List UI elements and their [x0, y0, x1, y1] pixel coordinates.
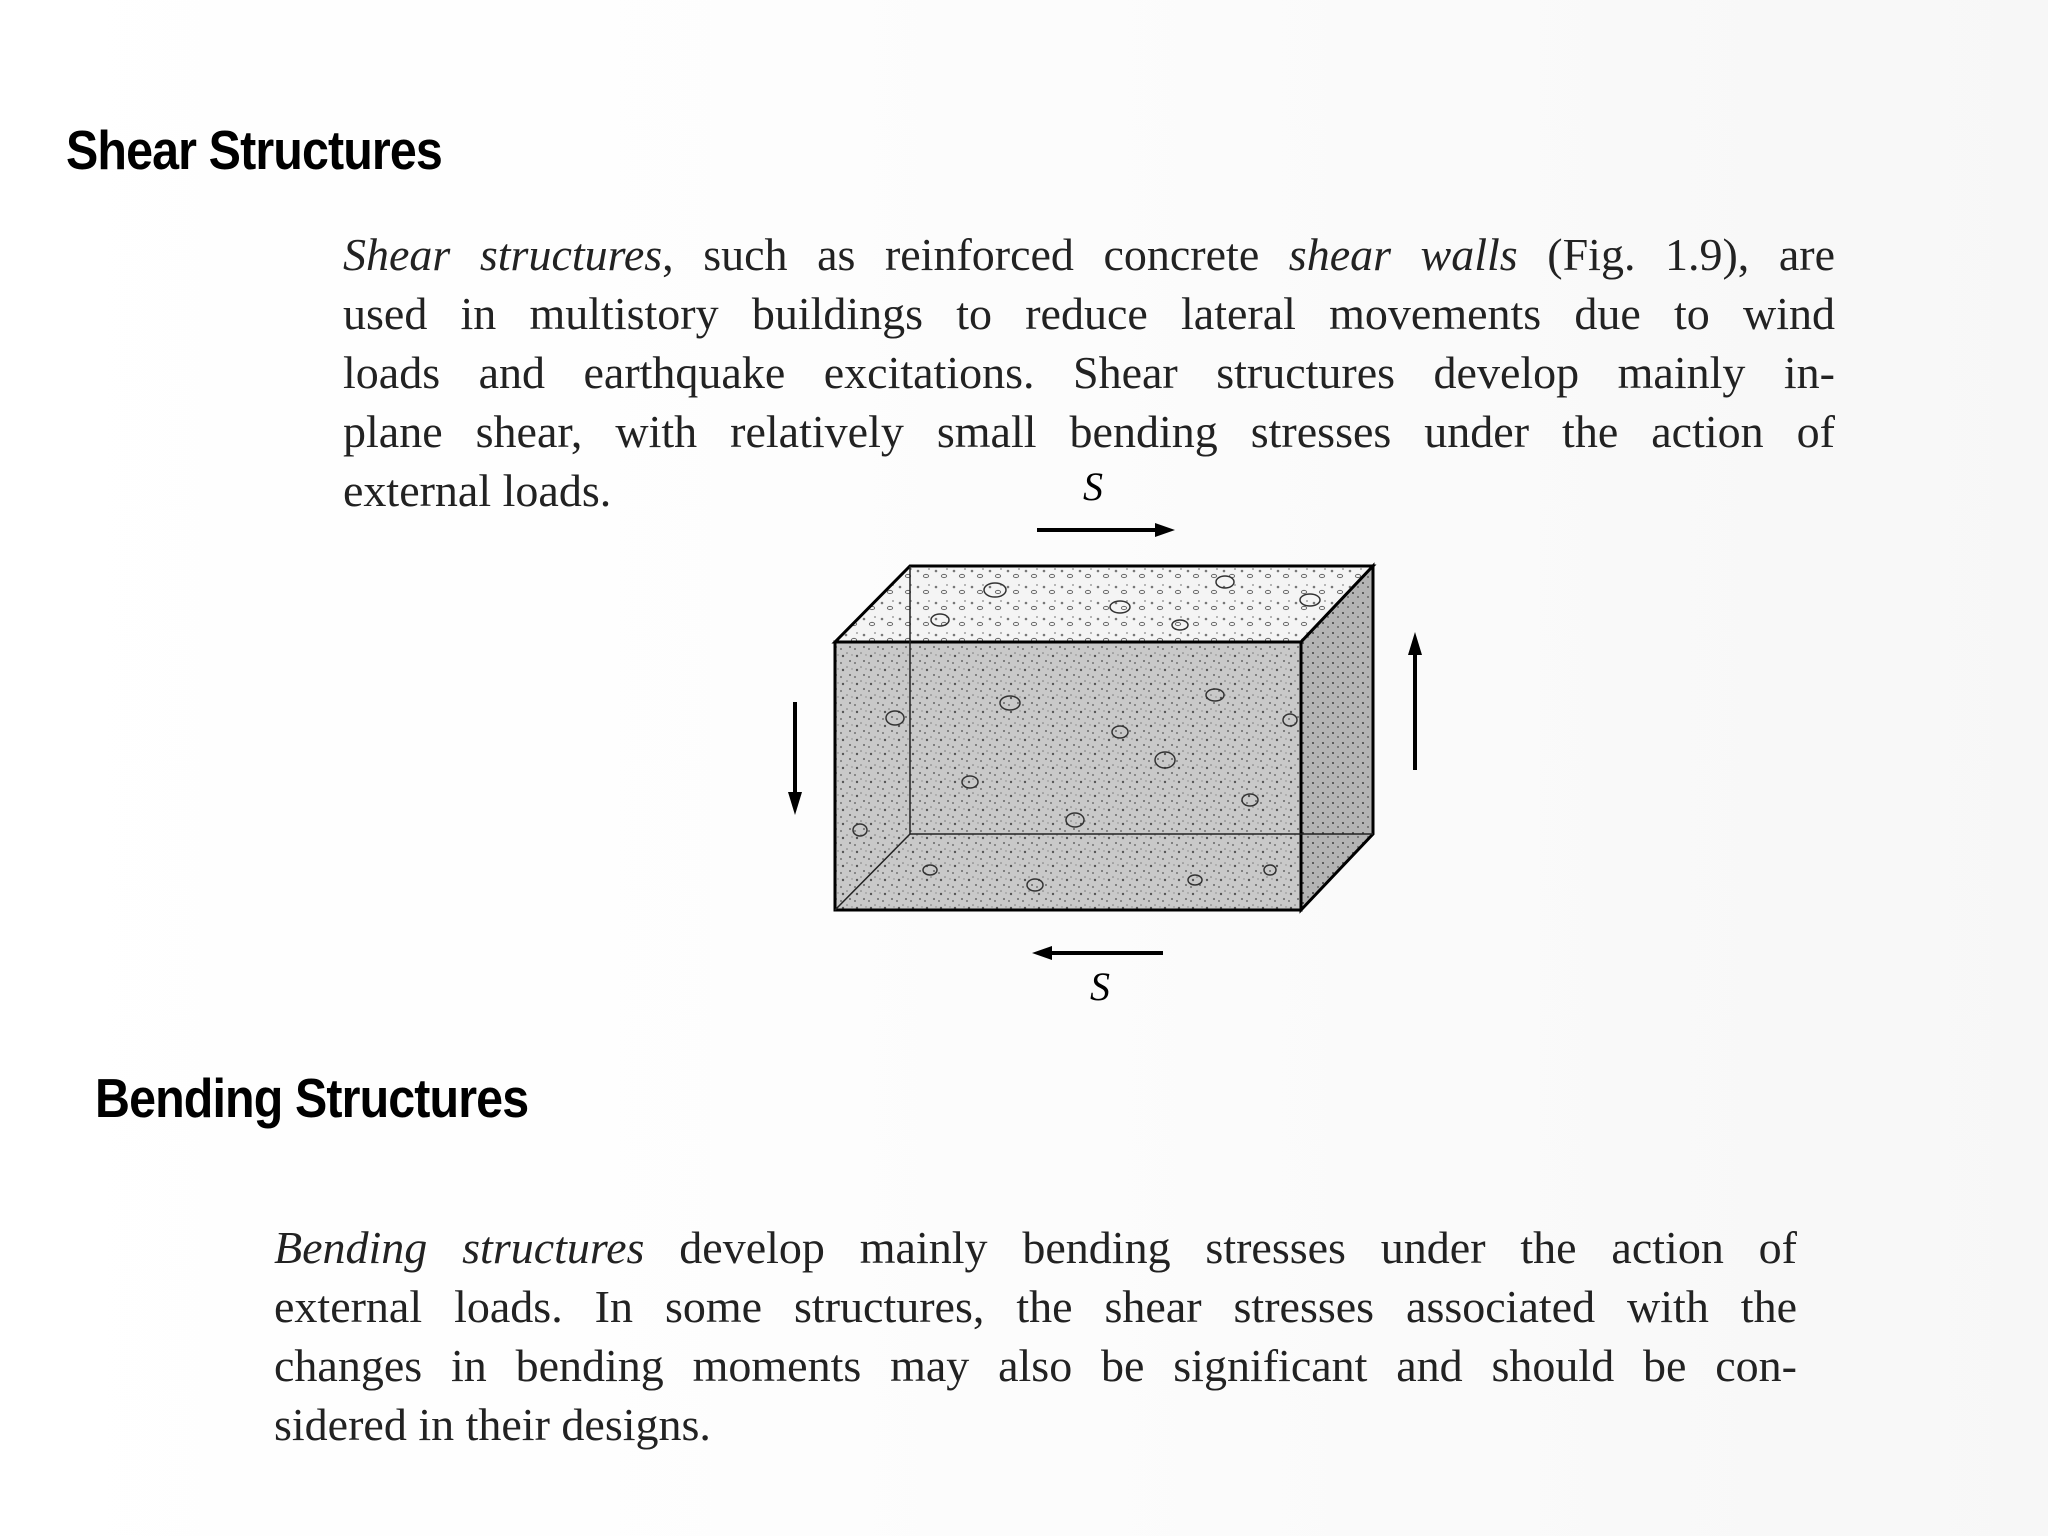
shear-arrow-top-icon [1037, 523, 1175, 537]
italic-term: Bending structures [274, 1222, 645, 1273]
text-run: , such as reinforced concrete [662, 229, 1289, 280]
section-heading-shear-structures: Shear Structures [66, 119, 442, 181]
paragraph-line [274, 1395, 1797, 1454]
shear-arrow-left-icon [788, 702, 802, 815]
italic-term: Shear structures [343, 229, 663, 280]
text-run: (Fig. 1.9), are [1517, 229, 1836, 280]
paragraph-line [274, 1336, 1797, 1395]
shear-arrow-bottom-icon [1032, 946, 1163, 960]
paragraph-line [274, 1277, 1797, 1336]
shear-wall-figure [770, 470, 1430, 1010]
paragraph-bending-structures [274, 1218, 1797, 1454]
block-top-face [835, 566, 1373, 642]
text-run: sidered in their designs. [274, 1399, 711, 1450]
paragraph-line [343, 402, 1835, 461]
text-run: external loads. In some structures, the shear stresses associated with the [274, 1281, 1797, 1332]
paragraph-line [274, 1218, 1797, 1277]
text-run: develop mainly bending stresses under the action of [644, 1222, 1797, 1273]
paragraph-line [343, 225, 1835, 284]
block-front-face [835, 642, 1301, 910]
shear-force-label-bottom: S [1090, 964, 1110, 1009]
paragraph-line [343, 343, 1835, 402]
text-run: external loads. [343, 465, 612, 516]
text-run: changes in bending moments may also be significant and should be con- [274, 1340, 1797, 1391]
text-run: plane shear, with relatively small bending stresses under the action of [343, 406, 1835, 457]
text-run: loads and earthquake excitations. Shear structures develop mainly in- [343, 347, 1835, 398]
italic-term: shear walls [1288, 229, 1518, 280]
text-run: used in multistory buildings to reduce lateral movements due to wind [343, 288, 1835, 339]
section-heading-bending-structures: Bending Structures [95, 1067, 529, 1129]
shear-force-label-top: S [1083, 470, 1103, 509]
shear-arrow-right-icon [1408, 632, 1422, 770]
paragraph-line [343, 284, 1835, 343]
